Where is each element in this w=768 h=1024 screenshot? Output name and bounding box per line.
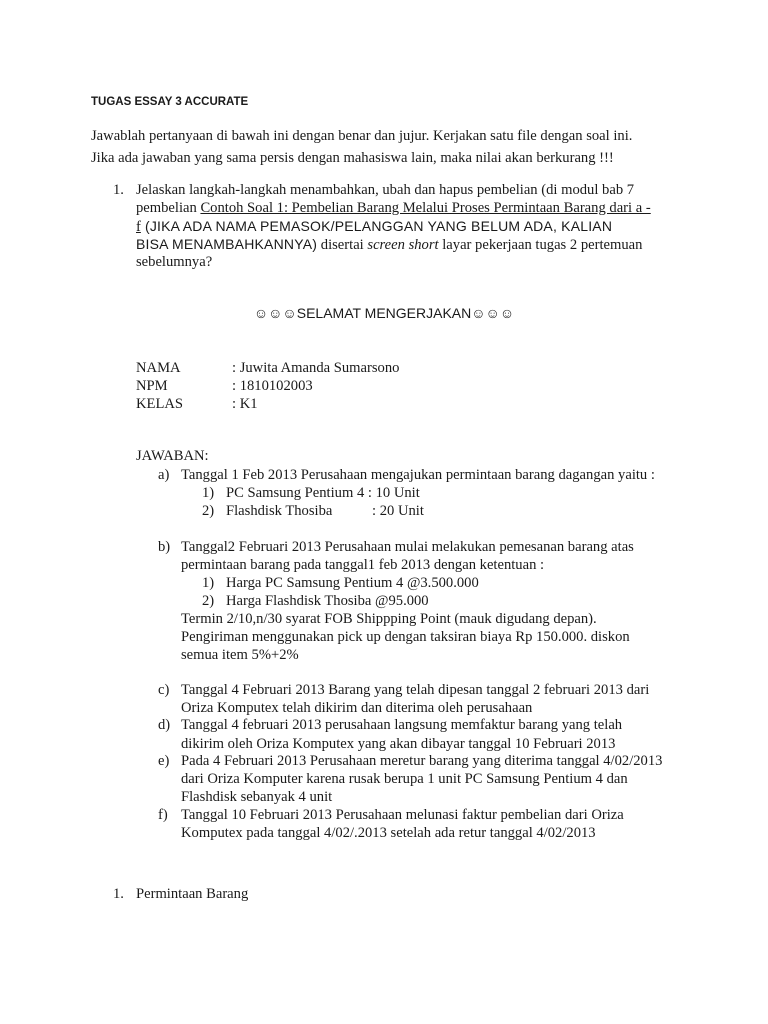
question-caps-note-2: BISA MENAMBAHKANNYA): [136, 236, 318, 252]
answer-a-item-2-text: Flashdisk Thosiba: [226, 503, 333, 519]
answer-b-line-3: Termin 2/10,n/30 syarat FOB Shippping Point (mauk digudang depan).: [181, 611, 597, 627]
question-line-4-mid: disertai: [317, 237, 368, 253]
question-line-1: Jelaskan langkah-langkah menambahkan, ubah dan hapus pembelian (di modul bab 7: [136, 182, 635, 198]
answer-e-line-2: dari Oriza Komputer karena rusak berupa 1 unit PC Samsung Pentium 4 dan: [181, 771, 628, 787]
answer-e-line-1: Pada 4 Februari 2013 Perusahaan meretur barang yang diterima tanggal 4/02/2013: [181, 753, 663, 769]
answer-f-line-2: Komputex pada tanggal 4/02/.2013 setelah ada retur tanggal 4/02/2013: [181, 825, 596, 841]
identity-label-kelas: KELAS: [136, 396, 184, 412]
identity-value-kelas: : K1: [232, 396, 258, 412]
answer-a-item-2-number: 2): [202, 503, 215, 519]
question-line-4: [136, 235, 642, 254]
question-example-reference: Contoh Soal 1: Pembelian Barang Melalui Proses Permintaan Barang dari a -: [200, 200, 651, 216]
answer-a-item-1-text: PC Samsung Pentium 4 : 10 Unit: [226, 485, 420, 501]
answer-b-line-2: permintaan barang pada tanggal1 feb 2013 dengan ketentuan :: [181, 557, 545, 573]
answer-e-marker: e): [158, 753, 170, 769]
answer-b-item-2-text: Harga Flashdisk Thosiba @95.000: [226, 593, 429, 609]
answer-c-line-1: Tanggal 4 Februari 2013 Barang yang telah dipesan tanggal 2 februari 2013 dari: [181, 682, 650, 698]
question-line-2-prefix: pembelian: [136, 200, 201, 216]
answer-b-item-2-number: 2): [202, 593, 215, 609]
answer-a-item-2-qty: : 20 Unit: [372, 503, 424, 519]
identity-value-npm: : 1810102003: [232, 378, 313, 394]
answer-b-line-4: Pengiriman menggunakan pick up dengan taksiran biaya Rp 150.000. diskon: [181, 629, 630, 645]
identity-value-nama: : Juwita Amanda Sumarsono: [232, 360, 400, 376]
question-caps-note-1: (JIKA ADA NAMA PEMASOK/PELANGGAN YANG BELUM ADA, KALIAN: [140, 218, 613, 234]
answer-e-line-3: Flashdisk sebanyak 4 unit: [181, 789, 333, 805]
greeting-text: ☺☺☺SELAMAT MENGERJAKAN☺☺☺: [253, 305, 515, 321]
answer-c-marker: c): [158, 682, 170, 698]
answer-b-item-1-text: Harga PC Samsung Pentium 4 @3.500.000: [226, 575, 479, 591]
question-line-2: [136, 199, 651, 217]
answer-d-line-1: Tanggal 4 februari 2013 perusahaan langsung memfaktur barang yang telah: [181, 717, 623, 733]
identity-label-npm: NPM: [136, 378, 168, 394]
question-italic-term: screen short: [367, 237, 439, 253]
question-line-5: sebelumnya?: [136, 254, 213, 270]
answer-a-marker: a): [158, 467, 170, 483]
intro-line-2: Jika ada jawaban yang sama persis dengan mahasiswa lain, maka nilai akan berkurang !!!: [91, 150, 614, 166]
identity-label-nama: NAMA: [136, 360, 181, 376]
document-title: TUGAS ESSAY 3 ACCURATE: [91, 96, 249, 108]
answer-heading: JAWABAN:: [136, 448, 209, 464]
answer-c-line-2: Oriza Komputex telah dikirim dan diterima oleh perusahaan: [181, 700, 533, 716]
answer-f-line-1: Tanggal 10 Februari 2013 Perusahaan melunasi faktur pembelian dari Oriza: [181, 807, 624, 823]
answer-d-marker: d): [158, 717, 171, 733]
intro-line-1: Jawablah pertanyaan di bawah ini dengan benar dan jujur. Kerjakan satu file dengan soal ini.: [91, 128, 633, 144]
question-line-3-underline: f: [136, 219, 141, 235]
answer-d-line-2: dikirim oleh Oriza Komputex yang akan dibayar tanggal 10 Februari 2013: [181, 736, 616, 752]
answer-b-line-1: Tanggal2 Februari 2013 Perusahaan mulai melakukan pemesanan barang atas: [181, 539, 634, 555]
answer-f-marker: f): [158, 807, 168, 823]
section-heading: Permintaan Barang: [136, 886, 249, 902]
answer-b-item-1-number: 1): [202, 575, 215, 591]
answer-a-line: Tanggal 1 Feb 2013 Perusahaan mengajukan permintaan barang dagangan yaitu :: [181, 467, 655, 483]
question-line-4-end: layar pekerjaan tugas 2 pertemuan: [438, 237, 643, 253]
answer-b-marker: b): [158, 539, 171, 555]
answer-b-line-5: semua item 5%+2%: [181, 647, 299, 663]
section-number: 1.: [113, 886, 124, 902]
question-number: 1.: [113, 182, 124, 198]
question-line-3: [136, 217, 612, 236]
answer-a-item-1-number: 1): [202, 485, 215, 501]
